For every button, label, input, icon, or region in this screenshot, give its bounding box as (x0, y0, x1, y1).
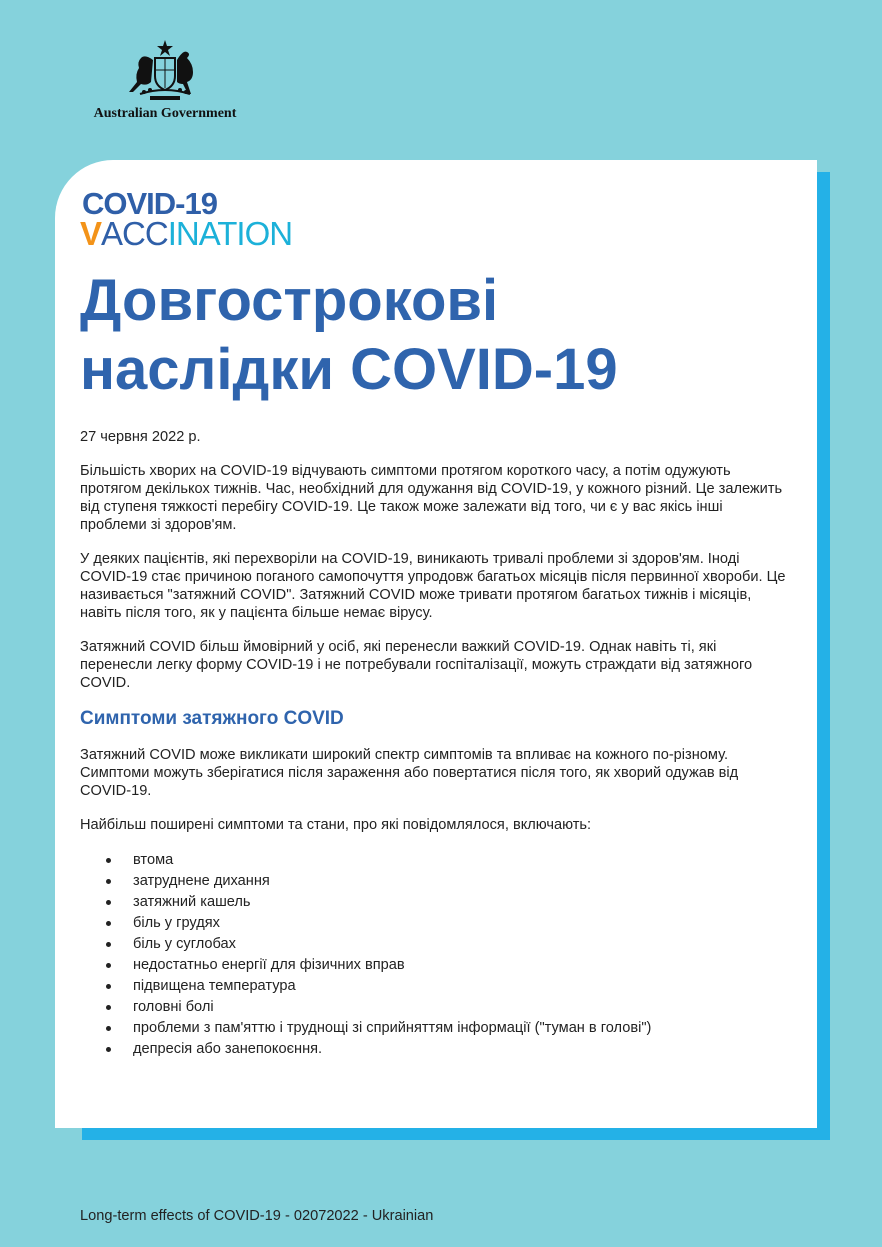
page-title (80, 266, 780, 404)
section-intro: Затяжний COVID може викликати широкий спектр симптомів та впливає на кожного по-різному. Симптоми можуть зберігатися після зараження або повертатися після того, як хворий одужав від COVID-19. (80, 747, 739, 799)
logo-rest-letters: INATION (167, 215, 293, 252)
logo-line-vaccination (80, 216, 292, 252)
logo-acc-letters: ACC (101, 215, 168, 252)
list-item: затяжний кашель (106, 892, 792, 913)
section-heading: Симптоми затяжного COVID (80, 708, 344, 729)
logo-line-covid: COVID-19 (82, 186, 217, 221)
paragraph-1: Більшість хворих на COVID-19 відчувають симптоми протягом короткого часу, а потім одужують протягом декількох тижнів. Час, необхідний для одужання від COVID-19, у кожного різний. Це залежить від ступеня тяжкості перебігу COVID-19. Це також може залежати від того, чи є у вас якісь інші проблеми зі здоров'ям. (80, 463, 783, 533)
government-name: Australian Government (93, 106, 237, 121)
list-item: проблеми з пам'яттю і труднощі зі сприйняттям інформації ("туман в голові") (106, 1018, 792, 1039)
title-line-2: наслідки COVID-19 (80, 337, 618, 402)
list-item: біль у суглобах (106, 934, 792, 955)
list-item: головні болі (106, 997, 792, 1018)
list-item: недостатньо енергії для фізичних вправ (106, 955, 792, 976)
government-branding (80, 38, 250, 122)
list-item: підвищена температура (106, 976, 792, 997)
publication-date: 27 червня 2022 р. (80, 429, 201, 445)
paragraph-3: Затяжний COVID більш ймовірний у осіб, які перенесли важкий COVID-19. Однак навіть ті, які перенесли легку форму COVID-19 і не потребували госпіталізації, можуть страждати від затяжного COVID. (80, 639, 753, 691)
list-item: біль у грудях (106, 913, 792, 934)
logo-v-letter: V (80, 215, 102, 252)
covid-vaccination-logo (80, 188, 320, 252)
title-line-1: Довгострокові (80, 268, 499, 333)
footer-reference: Long-term effects of COVID-19 - 02072022 - Ukrainian (80, 1208, 434, 1224)
document-body (80, 428, 792, 1060)
paragraph-2: У деяких пацієнтів, які перехворіли на COVID-19, виникають тривалі проблеми зі здоров'ям. Іноді COVID-19 стає причиною поганого самопочуття упродовж багатьох місяців після первинної хвороби. Це називається "затяжний COVID". Затяжний COVID може тривати протягом багатьох тижнів і місяців, навіть після того, як у пацієнта більше немає вірусу. (80, 551, 786, 621)
coat-of-arms-icon (120, 38, 210, 102)
list-item: втома (106, 850, 792, 871)
symptom-list (80, 850, 792, 1060)
list-item: депресія або занепокоєння. (106, 1039, 792, 1060)
symptom-list-intro: Найбільш поширені симптоми та стани, про які повідомлялося, включають: (80, 817, 592, 833)
list-item: затруднене дихання (106, 871, 792, 892)
